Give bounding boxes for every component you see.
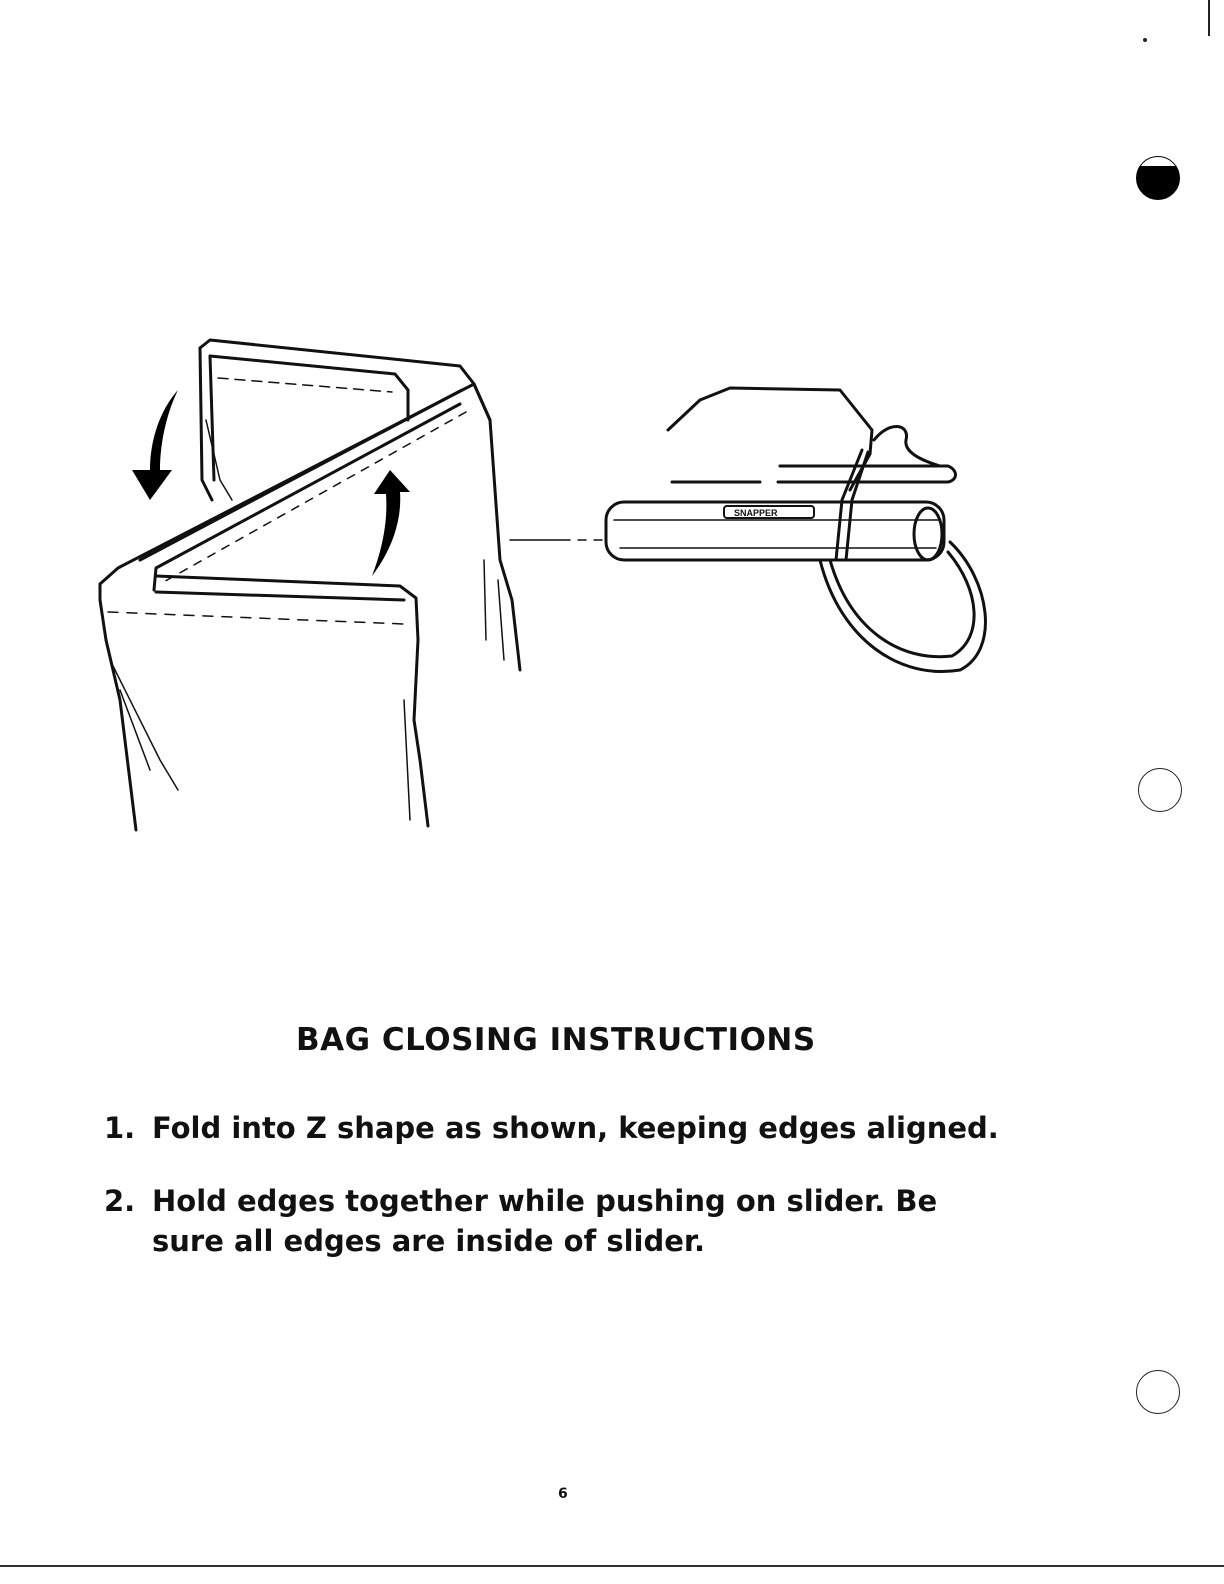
instruction-step-2 <box>104 1181 1004 1261</box>
fold-down-arrow <box>132 390 178 500</box>
instruction-step-1 <box>104 1108 1004 1148</box>
bottom-rule <box>0 1565 1224 1567</box>
step-number: 1. <box>104 1111 136 1145</box>
slider-tool <box>606 388 985 672</box>
slider-brand-label: SNAPPER <box>734 508 778 518</box>
punch-hole-middle <box>1138 768 1182 812</box>
punch-hole-bottom <box>1136 1370 1180 1414</box>
page-number: 6 <box>558 1486 568 1502</box>
step-text: Hold edges together while pushing on slider. Be sure all edges are inside of slider. <box>152 1184 938 1258</box>
punch-hole-top <box>1136 156 1180 200</box>
step-number: 2. <box>104 1184 136 1218</box>
page-edge-mark <box>1208 0 1210 36</box>
step-text: Fold into Z shape as shown, keeping edges aligned. <box>152 1111 999 1145</box>
fold-up-arrow <box>372 470 410 576</box>
instruction-list <box>104 1108 1004 1294</box>
page-title: BAG CLOSING INSTRUCTIONS <box>296 1022 816 1058</box>
